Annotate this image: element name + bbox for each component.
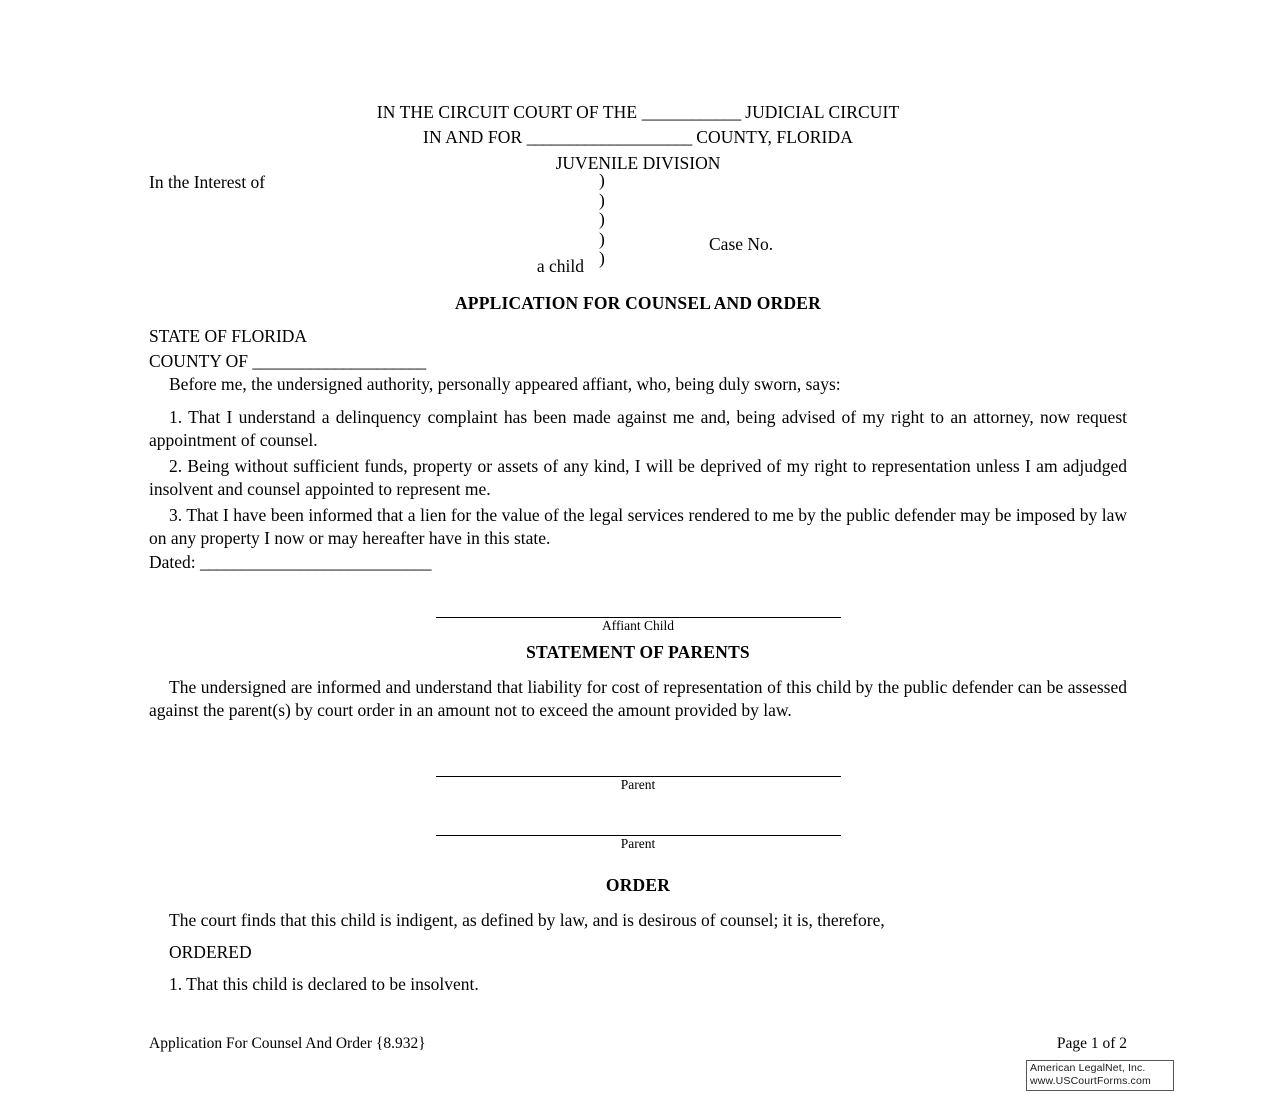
parent2-signature-label: Parent [620,836,656,852]
court-header-line-1 [149,101,1127,124]
dated-blank[interactable]: ____________________________ [200,552,432,572]
ordered-label: ORDERED [169,942,252,962]
in-the-interest-of-label: In the Interest of [149,172,266,192]
affiant-signature-wrap [436,595,841,634]
county-of-line [149,350,849,373]
venue-block [149,325,849,373]
statement-of-parents-title: STATEMENT OF PARENTS [526,642,750,662]
paragraph-2-wrap [149,455,1127,502]
affiant-signature-label: Affiant Child [601,618,675,634]
page-footer [149,1034,1127,1054]
legalnet-company-name: American LegalNet, Inc. [1030,1062,1146,1074]
caption-paren-mark: ) [599,189,605,210]
caption-paren-mark: ) [599,170,605,190]
caption-paren-mark: ) [599,209,605,230]
caption-paren-mark: ) [599,248,605,269]
court-header-line-2-prefix: IN AND FOR [423,127,527,148]
court-header-line-1-suffix: JUDICIAL CIRCUIT [740,102,900,122]
dated-label: Dated: [149,552,201,572]
caption-paren-mark: ) [599,228,605,249]
preamble-paragraph-wrap [149,373,1127,396]
state-of-florida-label: STATE OF FLORIDA [149,326,308,346]
court-header-line-2 [149,126,1127,149]
legalnet-website-url[interactable]: www.USCourtForms.com [1030,1074,1151,1087]
parent2-signature-block [149,813,1127,854]
statement-of-parents-wrap [149,676,1127,723]
paragraph-1: 1. That I understand a delinquency complaint has been made against me and, being advised of my right to an attorney, now request appointment of counsel. [149,407,1127,451]
county-name-blank[interactable]: ____________________ [526,127,692,148]
order-finding-text: The court finds that this child is indigent, as defined by law, and is desirous of counsel; it is, therefore, [169,910,885,930]
order-finding-wrap [149,909,1127,932]
footer-page-number: Page 1 of 2 [1056,1035,1127,1052]
paragraph-2: 2. Being without sufficient funds, property or assets of any kind, I will be deprived of my right to representation unless I am adjudged insolvent and counsel appointed to represent me. [149,456,1127,500]
order-item-1: 1. That this child is declared to be insolvent. [169,974,479,994]
a-child-label: a child [536,256,584,276]
caption-paren-column [599,171,659,269]
court-header-line-2-suffix: COUNTY, FLORIDA [691,127,853,148]
affiant-signature-block [149,595,1127,636]
dated-line-wrap [149,551,1127,574]
case-number-label: Case No. [709,234,774,254]
court-header-line-1-prefix: IN THE CIRCUIT COURT OF THE [376,102,642,122]
paragraph-3: 3. That I have been informed that a lien for the value of the legal services rendered to me by the public defender may be imposed by law on any property I now or may hereafter have in this state. [149,505,1127,549]
case-caption [149,171,1127,286]
footer-form-name: Application For Counsel And Order {8.932} [149,1035,426,1052]
parent2-signature-wrap [436,813,841,852]
division-label: JUVENILE DIVISION [555,153,721,174]
paragraph-1-wrap [149,406,1127,453]
paragraph-3-wrap [149,504,1127,551]
statement-of-parents-text: The undersigned are informed and understand that liability for cost of representation of this child by the public defender can be assessed against the parent(s) by court order in an amount not to exceed the amount provided by law. [149,677,1127,721]
parent1-signature-label: Parent [620,777,656,793]
document-title: APPLICATION FOR COUNSEL AND ORDER [454,293,822,313]
county-of-blank[interactable]: _____________________ [252,351,426,372]
order-title: ORDER [605,875,671,895]
judicial-circuit-blank[interactable]: ____________ [641,102,741,122]
parent1-signature-wrap [436,754,841,793]
preamble-paragraph: Before me, the undersigned authority, personally appeared affiant, who, being duly sworn, says: [169,374,841,394]
legalnet-watermark-box [1026,1060,1174,1091]
dated-line [149,551,1127,574]
county-of-label: COUNTY OF [149,351,253,372]
ordered-label-wrap [149,941,1127,964]
parent1-signature-block [149,754,1127,795]
order-item-1-wrap [149,973,1127,996]
court-header [149,101,1127,175]
